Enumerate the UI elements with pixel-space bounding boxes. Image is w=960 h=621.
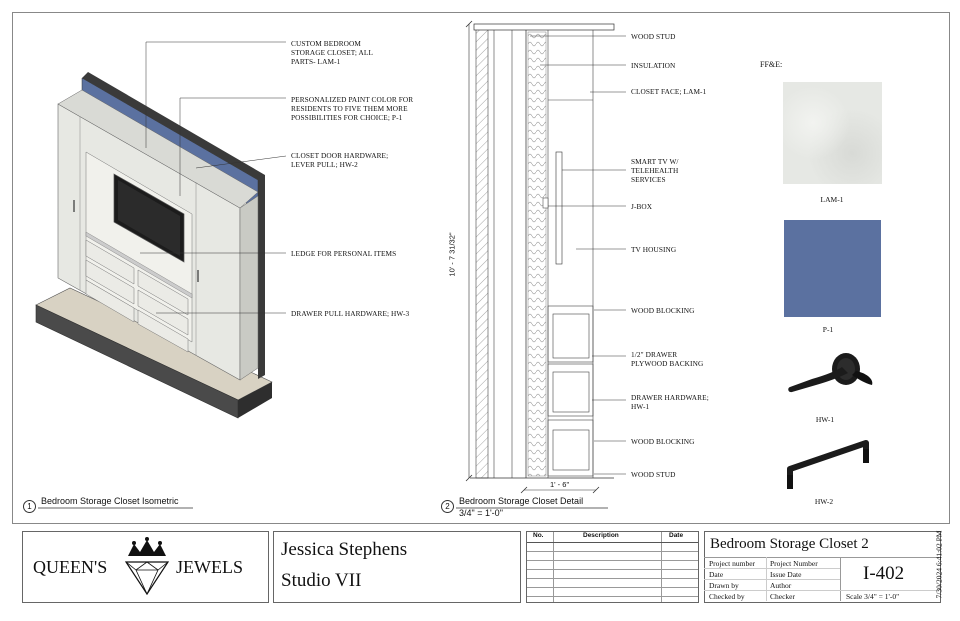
field-label-project-number: Project number xyxy=(709,559,756,568)
sheet-scale: Scale 3/4" = 1'-0" xyxy=(846,592,900,601)
revision-col-no: No. xyxy=(533,532,544,539)
view-number-1: 1 xyxy=(23,500,36,513)
dimension-height: 10' - 7 31/32" xyxy=(447,232,457,277)
detail-callout-wood-stud-top: WOOD STUD xyxy=(631,32,676,41)
sheet-title: Bedroom Storage Closet 2 xyxy=(710,536,869,552)
field-value-drawn-by: Author xyxy=(770,581,792,590)
field-label-date: Date xyxy=(709,570,724,579)
detail-callout-wood-blocking-bottom: WOOD BLOCKING xyxy=(631,437,695,446)
lever-handle-icon xyxy=(786,345,878,400)
detail-callout-tv-housing: TV HOUSING xyxy=(631,245,677,254)
field-value-date: Issue Date xyxy=(770,570,802,579)
iso-callout-door-hardware: CLOSET DOOR HARDWARE; LEVER PULL; HW-2 xyxy=(291,151,389,169)
field-label-checked-by: Checked by xyxy=(709,592,745,601)
revision-table xyxy=(526,531,699,603)
studio-name: Studio VII xyxy=(281,570,362,591)
ffe-heading: FF&E: xyxy=(760,60,783,69)
plot-timestamp: 7/30/2024 6:41:02 PM xyxy=(934,530,944,599)
detail-callout-j-box: J-BOX xyxy=(631,202,653,211)
bar-pull-icon xyxy=(782,435,874,491)
dimension-width: 1' - 6" xyxy=(550,480,570,489)
view-title-2: Bedroom Storage Closet Detail xyxy=(459,496,584,506)
revision-col-date: Date xyxy=(669,532,684,539)
hw-1-label: HW-1 xyxy=(815,415,835,424)
view-title-1: Bedroom Storage Closet Isometric xyxy=(41,496,179,506)
detail-callout-smart-tv: SMART TV W/ TELEHEALTH SERVICES xyxy=(631,157,679,184)
hw-2-label: HW-2 xyxy=(814,497,834,506)
detail-callout-insulation: INSULATION xyxy=(631,61,676,70)
iso-callout-ledge: LEDGE FOR PERSONAL ITEMS xyxy=(291,249,397,258)
sheet-number: I-402 xyxy=(863,563,905,584)
designer-name: Jessica Stephens xyxy=(281,539,408,560)
company-name-right: JEWELS xyxy=(176,557,243,577)
field-value-project-number: Project Number xyxy=(770,559,818,568)
lam-1-label: LAM-1 xyxy=(820,195,844,204)
field-value-checked-by: Checker xyxy=(770,592,795,601)
iso-callout-drawer-pull: DRAWER PULL HARDWARE; HW-3 xyxy=(291,309,410,318)
iso-callout-closet: CUSTOM BEDROOM STORAGE CLOSET; ALL PARTS- LAM-1 xyxy=(291,39,374,66)
detail-callout-closet-face: CLOSET FACE; LAM-1 xyxy=(631,87,707,96)
detail-callout-drawer-hardware: DRAWER HARDWARE; HW-1 xyxy=(631,393,709,411)
crown-diamond-logo-icon xyxy=(120,536,174,598)
revision-col-description: Description xyxy=(583,532,619,539)
p-1-label: P-1 xyxy=(822,325,834,334)
field-label-drawn-by: Drawn by xyxy=(709,581,739,590)
detail-callout-wood-blocking-top: WOOD BLOCKING xyxy=(631,306,695,315)
iso-callout-paint: PERSONALIZED PAINT COLOR FOR RESIDENTS TO FIVE THEM MORE POSSIBILITIES FOR CHOICE; P-1 xyxy=(291,95,414,122)
view-scale-2: 3/4" = 1'-0" xyxy=(459,508,503,518)
lam-1-swatch xyxy=(783,82,882,184)
detail-callout-wood-stud-bottom: WOOD STUD xyxy=(631,470,676,479)
detail-callout-drawer-backing: 1/2" DRAWER PLYWOOD BACKING xyxy=(631,350,704,368)
company-name-left: QUEEN'S xyxy=(33,557,108,577)
view-number-2: 2 xyxy=(441,500,454,513)
p-1-swatch xyxy=(784,220,881,317)
